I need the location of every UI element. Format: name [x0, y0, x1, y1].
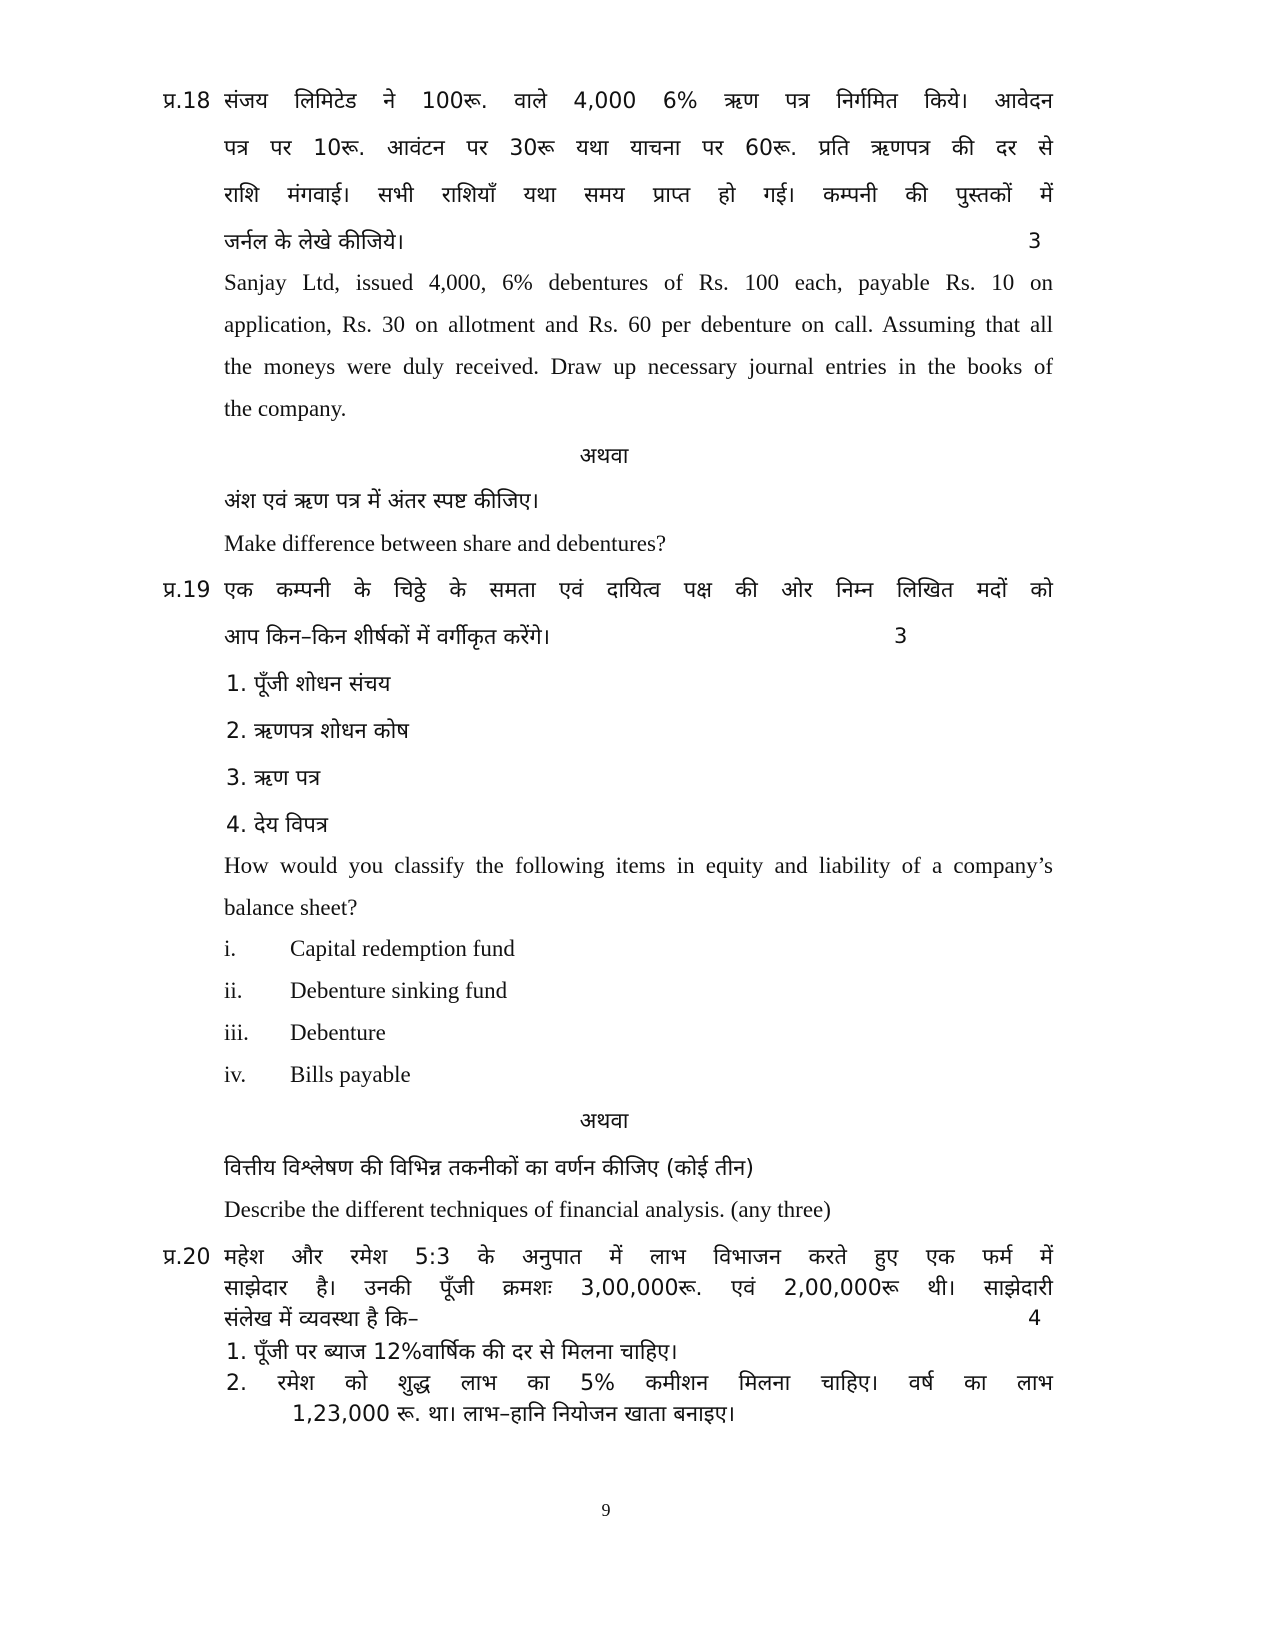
q18-hindi-line-2: पत्र पर 10रू. आवंटन पर 30रू यथा याचना पर 60रू. प्रति ऋणपत्र की दर से	[224, 136, 1053, 161]
q18-english-line-1: Sanjay Ltd, issued 4,000, 6% debentures of Rs. 100 each, payable Rs. 10 on	[224, 270, 1053, 295]
q20-hindi-line-1: महेश और रमेश 5:3 के अनुपात में लाभ विभाजन करते हुए एक फर्म में	[224, 1245, 1053, 1270]
q20-marks: 4	[1028, 1306, 1042, 1330]
q19-english-line-1: How would you classify the following items in equity and liability of a company’s	[224, 853, 1053, 878]
q20-hindi-line-2: साझेदार है। उनकी पूँजी क्रमशः 3,00,000रू. एवं 2,00,000रू थी। साझेदारी	[224, 1276, 1053, 1301]
q20-item-1: 1. पूँजी पर ब्याज 12%वार्षिक की दर से मिलना चाहिए।	[226, 1340, 678, 1365]
q19-hindi-line-2: आप किन–किन शीर्षकों में वर्गीकृत करेंगे।	[224, 625, 551, 650]
q18-alt-english: Make difference between share and debentures?	[224, 531, 667, 556]
q19-english-item-num-4: iv.	[224, 1062, 247, 1087]
q19-marks: 3	[894, 624, 908, 648]
q19-english-item-text-2: Debenture sinking fund	[290, 978, 508, 1003]
q18-number: प्र.18	[163, 89, 211, 114]
q18-hindi-line-4: जर्नल के लेखे कीजिये।	[224, 230, 404, 255]
q19-number: प्र.19	[163, 578, 211, 603]
q18-or-divider: अथवा	[579, 444, 629, 469]
q18-hindi-line-3: राशि मंगवाई। सभी राशियाँ यथा समय प्राप्त हो गई। कम्पनी की पुस्तकों में	[224, 183, 1053, 208]
q19-hindi-item-3: 3. ऋण पत्र	[226, 766, 321, 791]
q20-item-2: 2. रमेश को शुद्ध लाभ का 5% कमीशन मिलना चाहिए। वर्ष का लाभ	[226, 1371, 1053, 1396]
q20-hindi-line-3: संलेख में व्यवस्था है कि–	[224, 1307, 419, 1332]
q19-hindi-item-2: 2. ऋणपत्र शोधन कोष	[226, 719, 409, 744]
q18-marks: 3	[1028, 229, 1042, 253]
q18-english-line-3: the moneys were duly received. Draw up necessary journal entries in the books of	[224, 354, 1053, 379]
q19-english-item-num-2: ii.	[224, 978, 243, 1003]
q19-hindi-item-4: 4. देय विपत्र	[226, 813, 328, 838]
q19-english-item-text-1: Capital redemption fund	[290, 936, 515, 961]
q19-alt-hindi: वित्तीय विश्लेषण की विभिन्न तकनीकों का वर्णन कीजिए (कोई तीन)	[224, 1156, 754, 1181]
q18-english-line-2: application, Rs. 30 on allotment and Rs. 60 per debenture on call. Assuming that all	[224, 312, 1053, 337]
q19-hindi-line-1: एक कम्पनी के चिठ्ठे के समता एवं दायित्व पक्ष की ओर निम्न लिखित मदों को	[224, 578, 1053, 603]
q19-or-divider: अथवा	[579, 1109, 629, 1134]
q18-alt-hindi: अंश एवं ऋण पत्र में अंतर स्पष्ट कीजिए।	[224, 489, 539, 514]
q19-english-item-num-1: i.	[224, 936, 237, 961]
q18-hindi-line-1: संजय लिमिटेड ने 100रू. वाले 4,000 6% ऋण पत्र निर्गमित किये। आवेदन	[224, 89, 1053, 114]
q19-english-item-num-3: iii.	[224, 1020, 249, 1045]
q19-alt-english: Describe the different techniques of financial analysis. (any three)	[224, 1197, 831, 1222]
q19-english-item-text-3: Debenture	[290, 1020, 386, 1045]
q19-english-item-text-4: Bills payable	[290, 1062, 411, 1087]
page-number: 9	[601, 1500, 611, 1520]
q20-number: प्र.20	[163, 1245, 211, 1270]
q18-english-line-4: the company.	[224, 396, 347, 421]
q20-item-2-continued: 1,23,000 रू. था। लाभ–हानि नियोजन खाता बनाइए।	[292, 1402, 736, 1427]
q19-hindi-item-1: 1. पूँजी शोधन संचय	[226, 672, 391, 697]
q19-english-line-2: balance sheet?	[224, 895, 358, 920]
